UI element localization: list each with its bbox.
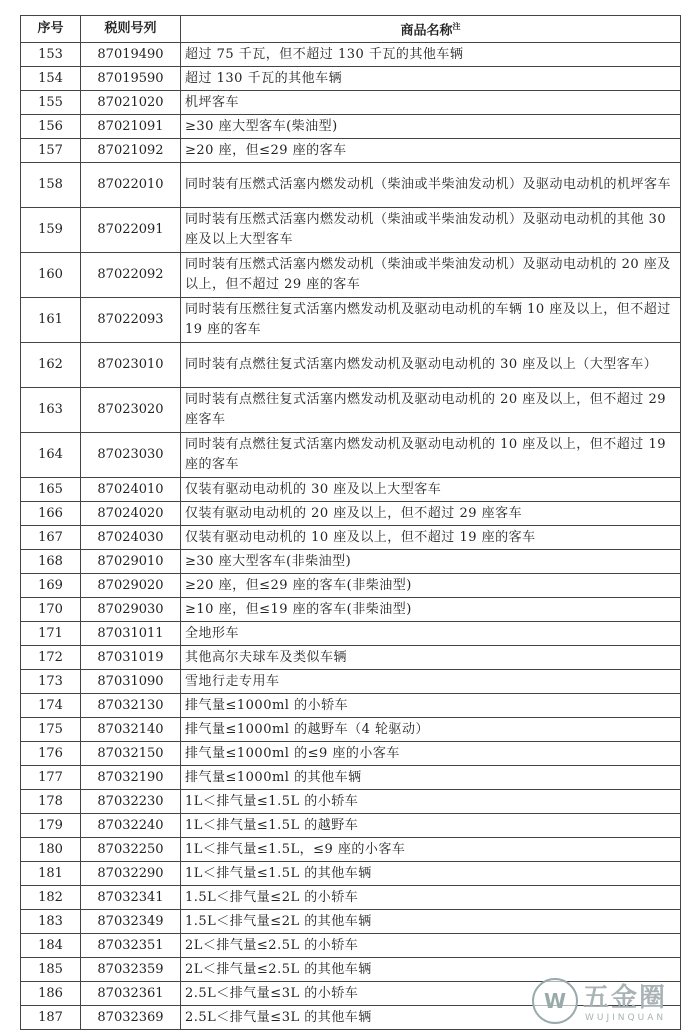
row-name: 同时装有点燃往复式活塞内燃发动机及驱动电动机的 20 座及以上，但不超过 29 座客车 <box>181 388 681 433</box>
table-row <box>21 646 681 670</box>
row-name: 全地形车 <box>181 622 681 646</box>
row-code: 87031011 <box>81 622 181 646</box>
watermark-subtitle: WUJINQUAN <box>585 1013 667 1023</box>
row-code: 87029030 <box>81 598 181 622</box>
table-row <box>21 934 681 958</box>
table-row <box>21 139 681 163</box>
watermark-logo <box>528 975 688 1033</box>
row-name: 仅装有驱动电动机的 30 座及以上大型客车 <box>181 478 681 502</box>
row-code: 87019590 <box>81 67 181 91</box>
row-name: 1.5L＜排气量≤2L 的小轿车 <box>181 886 681 910</box>
row-name: 仅装有驱动电动机的 10 座及以上，但不超过 19 座的客车 <box>181 526 681 550</box>
row-name: 1L＜排气量≤1.5L 的小轿车 <box>181 790 681 814</box>
table-row <box>21 790 681 814</box>
row-index: 156 <box>21 115 81 139</box>
table-row <box>21 67 681 91</box>
row-index: 183 <box>21 910 81 934</box>
table-row <box>21 208 681 253</box>
table-row <box>21 526 681 550</box>
row-name: 2.5L＜排气量≤3L 的小轿车 <box>181 982 681 1006</box>
row-code: 87021091 <box>81 115 181 139</box>
table-row <box>21 622 681 646</box>
row-code: 87032140 <box>81 718 181 742</box>
row-name: 仅装有驱动电动机的 20 座及以上，但不超过 29 座客车 <box>181 502 681 526</box>
row-code: 87031090 <box>81 670 181 694</box>
row-index: 179 <box>21 814 81 838</box>
row-index: 166 <box>21 502 81 526</box>
row-name: 排气量≤1000ml 的≤9 座的小客车 <box>181 742 681 766</box>
row-index: 181 <box>21 862 81 886</box>
row-code: 87022091 <box>81 208 181 253</box>
row-name: 2.5L＜排气量≤3L 的其他车辆 <box>181 1006 681 1030</box>
table-row <box>21 694 681 718</box>
row-index: 155 <box>21 91 81 115</box>
row-name: 同时装有压燃式活塞内燃发动机（柴油或半柴油发动机）及驱动电动机的其他 30 座及以上大型客车 <box>181 208 681 253</box>
header-name-note: 注 <box>452 22 461 31</box>
row-index: 163 <box>21 388 81 433</box>
row-code: 87024030 <box>81 526 181 550</box>
header-index: 序号 <box>21 16 81 43</box>
row-code: 87032230 <box>81 790 181 814</box>
row-name: 其他高尔夫球车及类似车辆 <box>181 646 681 670</box>
row-code: 87022093 <box>81 298 181 343</box>
table-row <box>21 298 681 343</box>
table-row <box>21 814 681 838</box>
row-index: 185 <box>21 958 81 982</box>
row-code: 87032190 <box>81 766 181 790</box>
row-name: 1.5L＜排气量≤2L 的其他车辆 <box>181 910 681 934</box>
row-index: 162 <box>21 343 81 388</box>
logo-icon: W <box>532 978 578 1024</box>
row-code: 87032369 <box>81 1006 181 1030</box>
row-code: 87032130 <box>81 694 181 718</box>
row-code: 87021092 <box>81 139 181 163</box>
row-name: 同时装有压燃式活塞内燃发动机（柴油或半柴油发动机）及驱动电动机的机坪客车 <box>181 163 681 208</box>
row-name: 排气量≤1000ml 的其他车辆 <box>181 766 681 790</box>
row-index: 174 <box>21 694 81 718</box>
header-name <box>181 16 681 43</box>
row-code: 87032359 <box>81 958 181 982</box>
row-name: 排气量≤1000ml 的小轿车 <box>181 694 681 718</box>
table-row <box>21 478 681 502</box>
row-code: 87032150 <box>81 742 181 766</box>
row-name: 同时装有压燃往复式活塞内燃发动机及驱动电动机的车辆 10 座及以上，但不超过 19 座的客车 <box>181 298 681 343</box>
row-code: 87024010 <box>81 478 181 502</box>
row-name: 同时装有点燃往复式活塞内燃发动机及驱动电动机的 10 座及以上，但不超过 19 座的客车 <box>181 433 681 478</box>
header-code: 税则号列 <box>81 16 181 43</box>
row-index: 170 <box>21 598 81 622</box>
table-body <box>21 43 681 1030</box>
watermark-title: 五金圈 <box>583 983 668 1013</box>
table-row <box>21 502 681 526</box>
row-index: 165 <box>21 478 81 502</box>
row-name: 2L＜排气量≤2.5L 的小轿车 <box>181 934 681 958</box>
row-name: ≥20 座，但≤29 座的客车(非柴油型) <box>181 574 681 598</box>
row-index: 175 <box>21 718 81 742</box>
row-name: ≥30 座大型客车(柴油型) <box>181 115 681 139</box>
row-code: 87019490 <box>81 43 181 67</box>
tariff-table <box>20 15 681 1030</box>
row-index: 161 <box>21 298 81 343</box>
row-code: 87032250 <box>81 838 181 862</box>
table-row <box>21 163 681 208</box>
row-index: 164 <box>21 433 81 478</box>
row-index: 159 <box>21 208 81 253</box>
table-header-row <box>21 16 681 43</box>
row-index: 178 <box>21 790 81 814</box>
row-code: 87029020 <box>81 574 181 598</box>
row-code: 87032290 <box>81 862 181 886</box>
row-index: 186 <box>21 982 81 1006</box>
row-name: 2L＜排气量≤2.5L 的其他车辆 <box>181 958 681 982</box>
row-name: 排气量≤1000ml 的越野车（4 轮驱动） <box>181 718 681 742</box>
row-index: 182 <box>21 886 81 910</box>
row-code: 87023010 <box>81 343 181 388</box>
row-index: 180 <box>21 838 81 862</box>
row-name: 同时装有点燃往复式活塞内燃发动机及驱动电动机的 30 座及以上（大型客车） <box>181 343 681 388</box>
row-code: 87021020 <box>81 91 181 115</box>
row-code: 87032351 <box>81 934 181 958</box>
row-index: 177 <box>21 766 81 790</box>
row-code: 87022010 <box>81 163 181 208</box>
row-index: 169 <box>21 574 81 598</box>
row-code: 87032341 <box>81 886 181 910</box>
row-name: ≥10 座，但≤19 座的客车(非柴油型) <box>181 598 681 622</box>
table-row <box>21 115 681 139</box>
table-row <box>21 43 681 67</box>
row-code: 87029010 <box>81 550 181 574</box>
table-row <box>21 742 681 766</box>
table-row <box>21 253 681 298</box>
row-name: ≥30 座大型客车(非柴油型) <box>181 550 681 574</box>
table-row <box>21 838 681 862</box>
table-row <box>21 670 681 694</box>
table-row <box>21 766 681 790</box>
row-code: 87024020 <box>81 502 181 526</box>
row-name: 超过 130 千瓦的其他车辆 <box>181 67 681 91</box>
table-row <box>21 91 681 115</box>
table-row <box>21 388 681 433</box>
table-row <box>21 574 681 598</box>
row-code: 87022092 <box>81 253 181 298</box>
table-row <box>21 550 681 574</box>
row-name: 1L＜排气量≤1.5L 的越野车 <box>181 814 681 838</box>
row-index: 171 <box>21 622 81 646</box>
row-name: 1L＜排气量≤1.5L，≤9 座的小客车 <box>181 838 681 862</box>
row-name: 1L＜排气量≤1.5L 的其他车辆 <box>181 862 681 886</box>
table-row <box>21 433 681 478</box>
row-index: 154 <box>21 67 81 91</box>
row-name: 超过 75 千瓦，但不超过 130 千瓦的其他车辆 <box>181 43 681 67</box>
row-index: 173 <box>21 670 81 694</box>
row-code: 87032361 <box>81 982 181 1006</box>
row-index: 184 <box>21 934 81 958</box>
table-row <box>21 910 681 934</box>
row-index: 167 <box>21 526 81 550</box>
table-row <box>21 343 681 388</box>
row-index: 153 <box>21 43 81 67</box>
table-row <box>21 718 681 742</box>
row-code: 87023030 <box>81 433 181 478</box>
row-code: 87032240 <box>81 814 181 838</box>
row-index: 158 <box>21 163 81 208</box>
header-name-label: 商品名称 <box>400 23 453 39</box>
table-row <box>21 598 681 622</box>
row-index: 176 <box>21 742 81 766</box>
row-code: 87023020 <box>81 388 181 433</box>
row-name: 同时装有压燃式活塞内燃发动机（柴油或半柴油发动机）及驱动电动机的 20 座及以上，但不超过 29 座的客车 <box>181 253 681 298</box>
row-index: 168 <box>21 550 81 574</box>
row-code: 87031019 <box>81 646 181 670</box>
row-name: 机坪客车 <box>181 91 681 115</box>
row-name: ≥20 座，但≤29 座的客车 <box>181 139 681 163</box>
row-code: 87032349 <box>81 910 181 934</box>
table-row <box>21 862 681 886</box>
row-index: 160 <box>21 253 81 298</box>
row-index: 157 <box>21 139 81 163</box>
row-index: 172 <box>21 646 81 670</box>
table-row <box>21 886 681 910</box>
row-name: 雪地行走专用车 <box>181 670 681 694</box>
row-index: 187 <box>21 1006 81 1030</box>
